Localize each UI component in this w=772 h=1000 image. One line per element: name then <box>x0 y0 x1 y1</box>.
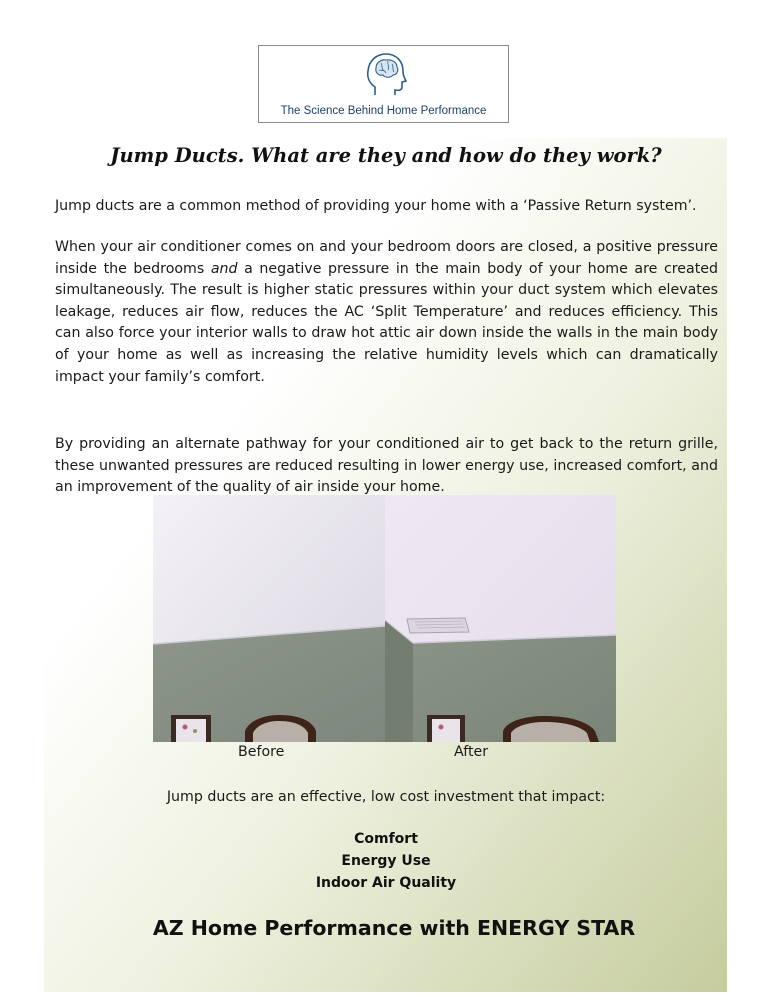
intro-paragraph: Jump ducts are a common method of providing your home with a ‘Passive Return system’. <box>55 198 697 214</box>
impact-intro: Jump ducts are an effective, low cost investment that impact: <box>166 789 606 805</box>
impact-item-energy-use: Energy Use <box>341 853 431 869</box>
document-title: Jump Ducts. What are they and how do they work? <box>110 144 662 167</box>
footer-brand: AZ Home Performance with ENERGY STAR <box>152 916 636 940</box>
pressure-paragraph <box>55 237 718 388</box>
logo <box>258 45 509 123</box>
impact-item-comfort: Comfort <box>354 831 418 847</box>
impact-item-indoor-air-quality: Indoor Air Quality <box>315 875 457 891</box>
logo-tagline: The Science Behind Home Performance <box>280 105 487 117</box>
pressure-text-end: a negative pressure in the main body of your home are created simultaneously. The result is higher static pressures within your duct system which elevates leakage, reduces air flow, reduces the AC ‘Split Temperature’ and reduces efficiency. This can also force your interior walls to draw hot attic air down inside the walls in the main body of your home as well as increasing the relative humidity levels which can dramatically impact your family’s comfort. <box>55 260 718 385</box>
after-photo <box>385 495 616 742</box>
before-photo <box>153 495 385 742</box>
pathway-paragraph: By providing an alternate pathway for your conditioned air to get back to the return grille, these unwanted pressures are reduced resulting in lower energy use, increased comfort, and an improvement of the quality of air inside your home. <box>55 436 718 496</box>
pressure-text-start: When your air conditioner comes on and your bedroom doors are closed, a positive pressure inside the bedrooms <box>55 239 718 277</box>
brain-head-icon <box>363 51 407 101</box>
emphasis-text: and <box>210 260 238 277</box>
before-caption: Before <box>238 744 285 760</box>
after-caption: After <box>454 744 489 760</box>
